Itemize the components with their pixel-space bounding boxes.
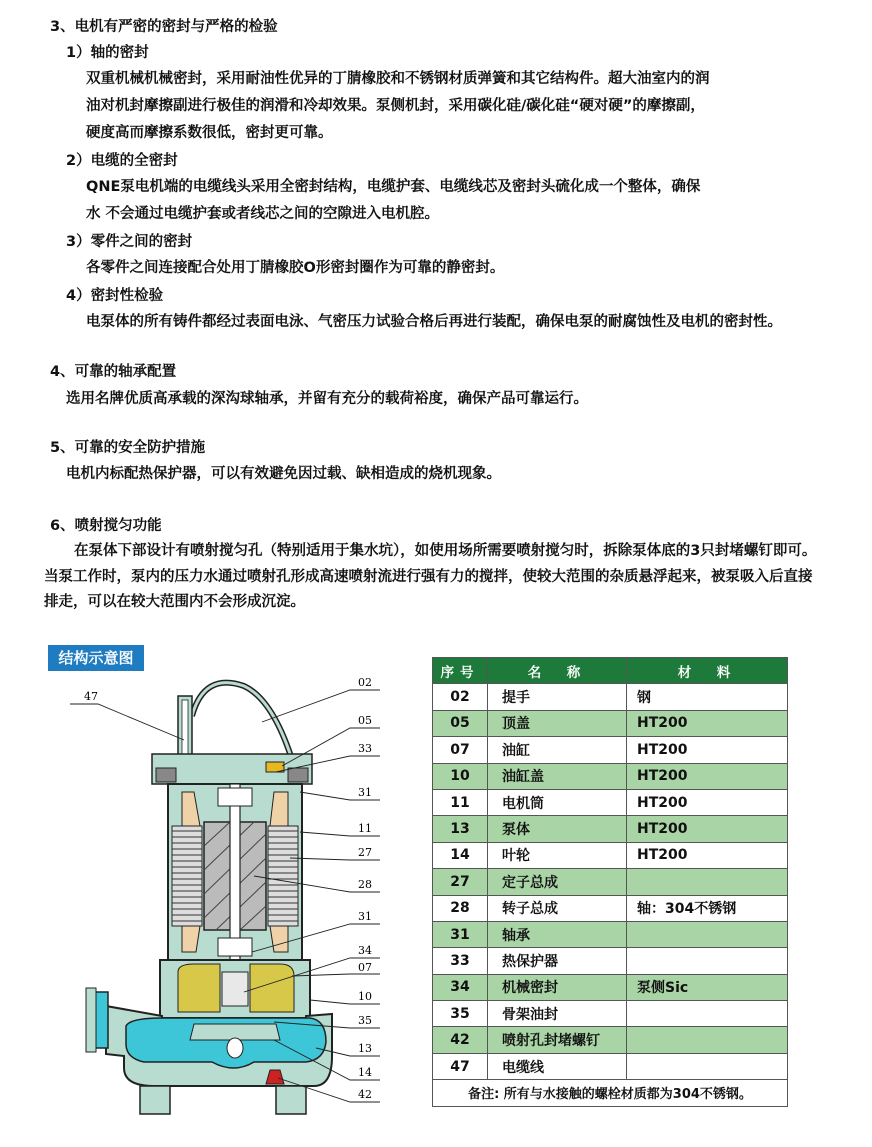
part-name: 顶盖 [488,710,627,736]
table-row [433,948,788,974]
callout-05: 05 [358,714,372,727]
parts-table [432,657,788,1107]
part-material [627,1001,788,1027]
callout-10: 10 [358,990,372,1003]
part-material: HT200 [627,763,788,789]
section-6-body: 在泵体下部设计有喷射搅匀孔（特别适用于集水坑），如使用场所需要喷射搅匀时，拆除泵体底的3只封堵螺钉即可。当泵工作时，泵内的压力水通过喷射孔形成高速喷射流进行强有力的搅拌，使较大范围的杂质悬浮起来，被泵吸入后直接排走，可以在较大范围内不会形成沉淀。 [44,543,817,610]
table-row [433,1027,788,1053]
part-no: 11 [433,789,488,815]
callout-13: 13 [358,1042,372,1055]
section-3-title: 3、电机有严密的密封与严格的检验 [50,19,278,35]
part-material: HT200 [627,737,788,763]
table-row [433,895,788,921]
part-no: 07 [433,737,488,763]
callout-31-lower: 31 [358,910,372,923]
part-material [627,1027,788,1053]
header-name: 名 称 [488,658,627,684]
part-no: 28 [433,895,488,921]
part-name: 泵体 [488,816,627,842]
part-material [627,921,788,947]
item-4-line-1: 电泵体的所有铸件都经过表面电泳、气密压力试验合格后再进行装配，确保电泵的耐腐蚀性及电机的密封性。 [86,314,782,330]
part-no: 14 [433,842,488,868]
table-row [433,710,788,736]
header-no: 序号 [433,658,488,684]
part-name: 油缸 [488,737,627,763]
part-no: 27 [433,869,488,895]
table-row [433,974,788,1000]
section-5-title: 5、可靠的安全防护措施 [50,440,206,456]
table-row [433,789,788,815]
callout-35: 35 [358,1014,372,1027]
callout-02: 02 [358,676,372,689]
part-name: 转子总成 [488,895,627,921]
part-no: 35 [433,1001,488,1027]
table-row [433,842,788,868]
item-2-line-2: 水 不会通过电缆护套或者线芯之间的空隙进入电机腔。 [86,206,440,222]
part-no: 02 [433,684,488,710]
callout-14: 14 [358,1066,372,1079]
callout-34: 34 [358,944,372,957]
part-no: 33 [433,948,488,974]
item-3-heading: 3）零件之间的密封 [66,234,193,250]
part-no: 31 [433,921,488,947]
part-name: 喷射孔封堵螺钉 [488,1027,627,1053]
section-6-title: 6、喷射搅匀功能 [50,518,162,534]
part-material: HT200 [627,816,788,842]
part-no: 05 [433,710,488,736]
section-4-title: 4、可靠的轴承配置 [50,364,177,380]
item-1-heading: 1）轴的密封 [66,45,149,61]
table-note-row [433,1080,788,1106]
item-1-line-2: 油对机封摩擦副进行极佳的润滑和冷却效果。泵侧机封，采用碳化硅/碳化硅“硬对硬”的摩擦副， [86,98,705,114]
part-material: HT200 [627,789,788,815]
callout-33: 33 [358,742,372,755]
part-material: HT200 [627,710,788,736]
part-name: 电机筒 [488,789,627,815]
callout-11: 11 [358,822,372,835]
header-material: 材 料 [627,658,788,684]
section-4-body: 选用名牌优质高承载的深沟球轴承，并留有充分的载荷裕度，确保产品可靠运行。 [66,391,588,407]
item-2-heading: 2）电缆的全密封 [66,153,178,169]
part-name: 电缆线 [488,1053,627,1079]
item-3-line-1: 各零件之间连接配合处用丁腈橡胶O形密封圈作为可靠的静密封。 [86,260,505,276]
item-1-line-1: 双重机械机械密封，采用耐油性优异的丁腈橡胶和不锈钢材质弹簧和其它结构件。超大油室内的润 [86,71,710,87]
part-material: 泵侧Sic [627,974,788,1000]
table-row [433,816,788,842]
part-name: 定子总成 [488,869,627,895]
table-row [433,684,788,710]
part-name: 油缸盖 [488,763,627,789]
part-material: 钢 [627,684,788,710]
part-no: 34 [433,974,488,1000]
part-material [627,869,788,895]
part-no: 13 [433,816,488,842]
part-name: 轴承 [488,921,627,947]
part-name: 骨架油封 [488,1001,627,1027]
callout-07: 07 [358,961,372,974]
part-material [627,1053,788,1079]
table-row [433,737,788,763]
table-row [433,1053,788,1079]
part-name: 叶轮 [488,842,627,868]
part-material: HT200 [627,842,788,868]
part-material: 轴：304不锈钢 [627,895,788,921]
part-name: 提手 [488,684,627,710]
diagram-section-tag: 结构示意图 [48,645,144,671]
part-no: 47 [433,1053,488,1079]
table-row [433,1001,788,1027]
item-2-line-1: QNE泵电机端的电缆线头采用全密封结构，电缆护套、电缆线芯及密封头硫化成一个整体，确保 [86,179,701,195]
callout-27: 27 [358,846,372,859]
table-row [433,763,788,789]
callout-42: 42 [358,1088,372,1101]
pump-structure-diagram [44,676,384,1116]
section-5-body: 电机内标配热保护器，可以有效避免因过载、缺相造成的烧机现象。 [66,466,501,482]
callout-47: 47 [84,690,98,703]
table-note: 备注: 所有与水接触的螺栓材质都为304不锈钢。 [433,1080,788,1106]
part-material [627,948,788,974]
table-row [433,869,788,895]
part-name: 热保护器 [488,948,627,974]
item-1-line-3: 硬度高而摩擦系数很低，密封更可靠。 [86,125,333,141]
parts-table-header [433,658,788,684]
part-no: 42 [433,1027,488,1053]
part-name: 机械密封 [488,974,627,1000]
callout-28: 28 [358,878,372,891]
table-row [433,921,788,947]
part-no: 10 [433,763,488,789]
item-4-heading: 4）密封性检验 [66,288,164,304]
callout-31-upper: 31 [358,786,372,799]
